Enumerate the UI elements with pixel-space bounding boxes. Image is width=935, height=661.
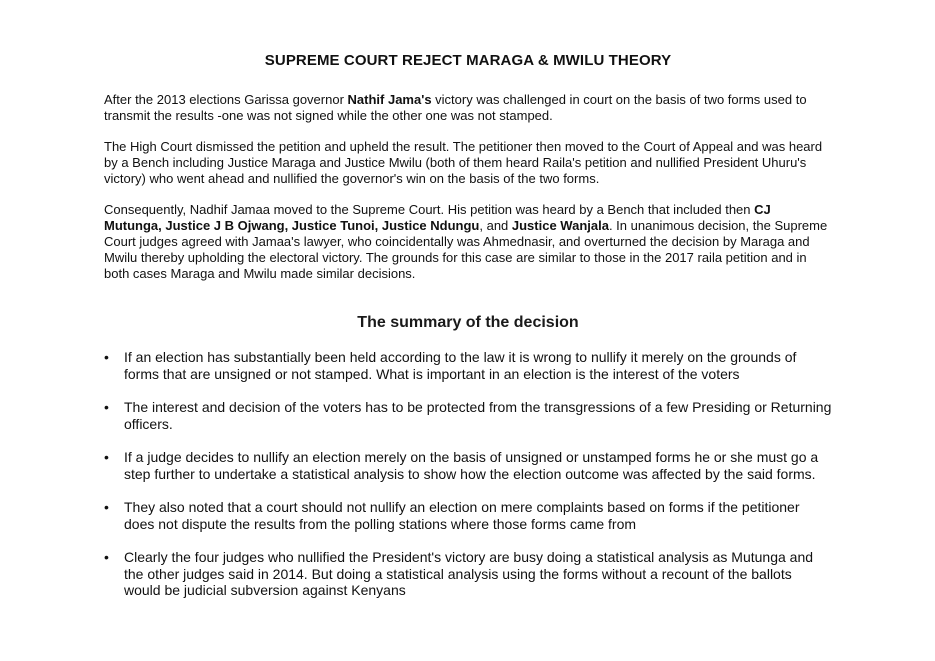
high-court-paragraph: The High Court dismissed the petition and upheld the result. The petitioner then moved to the Court of Appeal and was heard by a Bench including Justice Maraga and Justice Mwilu (both of them heard Raila's petition and nullified President Uhuru's victory) who went ahead and nullified the governor's win on the basis of the two forms. [104, 139, 823, 186]
summary-list [104, 349, 832, 599]
summary-heading: The summary of the decision [357, 314, 579, 331]
summary-item [104, 549, 832, 599]
document-title: SUPREME COURT REJECT MARAGA & MWILU THEORY [264, 52, 672, 69]
bullet-icon: • [104, 449, 109, 465]
intro-text-start: After the 2013 elections Garissa governor [104, 92, 348, 107]
justice-wanjala: Justice Wanjala [511, 218, 609, 233]
bullet-icon: • [104, 399, 109, 415]
intro-paragraph [104, 92, 832, 124]
summary-item [104, 349, 832, 382]
summary-item [104, 499, 832, 532]
summary-item-text: If a judge decides to nullify an election merely on the basis of unsigned or unstamped forms he or she must go a step further to undertake a statistical analysis to show how the election outcome was affected by the said forms. [124, 449, 819, 482]
bullet-icon: • [104, 349, 109, 365]
summary-item [104, 399, 832, 432]
intro-text-end: victory was challenged in court on the basis of two forms used to transmit the results -one was not signed while the other one was not stamped. [104, 92, 807, 123]
summary-item-text: If an election has substantially been held according to the law it is wrong to nullify it merely on the grounds of forms that are unsigned or not stamped. What is important in an election is the interest of the voters [124, 349, 797, 382]
bullet-icon: • [104, 549, 109, 565]
summary-item [104, 449, 832, 482]
summary-item-text: Clearly the four judges who nullified the President's victory are busy doing a statistical analysis as Mutunga and the other judges said in 2014. But doing a statistical analysis using the forms without a recount of the ballots would be judicial subversion against Kenyans [124, 549, 814, 598]
summary-item-text: They also noted that a court should not nullify an election on mere complaints based on forms if the petitioner does not dispute the results from the polling stations where those forms came from [124, 499, 800, 532]
bullet-icon: • [104, 499, 109, 515]
supreme-court-paragraph [104, 202, 832, 282]
supreme-text-end: . In unanimous decision, the Supreme Court judges agreed with Jamaa's lawyer, who coincidentally was Ahmednasir, and overturned the decision by Maraga and Mwilu thereby upholding the electoral victory. The grounds for this case are similar to those in the 2017 raila petition and in both cases Maraga and Mwilu made similar decisions. [104, 218, 828, 281]
document-page [104, 52, 832, 616]
supreme-text-start: Consequently, Nadhif Jamaa moved to the Supreme Court. His petition was heard by a Bench that included then [104, 202, 755, 217]
supreme-text-and: , and [479, 218, 512, 233]
governor-name: Nathif Jama's [347, 92, 432, 107]
summary-item-text: The interest and decision of the voters has to be protected from the transgressions of a few Presiding or Returning officers. [124, 399, 832, 432]
bench-judges: CJ Mutunga, Justice J B Ojwang, Justice Tunoi, Justice Ndungu [104, 202, 771, 233]
